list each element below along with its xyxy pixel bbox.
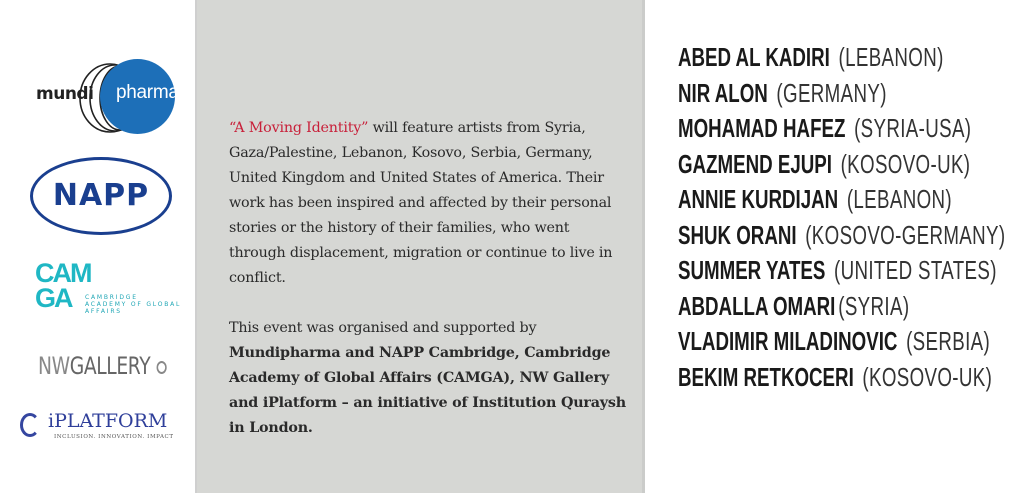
nwgallery-logo	[38, 352, 167, 380]
camga-logo	[35, 258, 185, 323]
artist-country: (KOSOVO-UK)	[840, 148, 971, 179]
artist-item	[678, 360, 993, 396]
mundipharma-logo	[30, 58, 180, 138]
circle-icon	[156, 361, 166, 374]
artist-country: (KOSOVO-UK)	[862, 361, 993, 392]
artist-name: VLADIMIR MILADINOVIC	[678, 326, 898, 356]
artist-name: ABDALLA OMARI	[678, 290, 836, 321]
camga-monogram-line2: GA	[35, 283, 72, 313]
artist-country: (KOSOVO-GERMANY)	[805, 219, 1006, 250]
iplatform-name: iPLATFORM	[48, 410, 168, 432]
camga-line1: CAMBRIDGE	[85, 294, 138, 301]
exhibition-title: “A Moving Identity”	[229, 120, 369, 137]
nwgallery-part2: GALLERY	[69, 352, 151, 380]
nwgallery-part1: NW	[38, 352, 70, 380]
artist-country: (LEBANON)	[838, 42, 944, 72]
artist-name: BEKIM RETKOCERI	[678, 361, 854, 392]
napp-label: NAPP	[52, 178, 150, 213]
artist-country: (SERBIA)	[906, 326, 991, 356]
mundipharma-part2: pharma	[116, 82, 179, 103]
iplatform-tagline: INCLUSION. INNOVATION. IMPACT	[54, 434, 174, 440]
artist-name: SHUK ORANI	[678, 219, 797, 250]
artist-item	[678, 289, 934, 325]
swirl-icon	[20, 413, 40, 437]
artist-list	[678, 40, 1033, 395]
camga-line2: ACADEMY OF GLOBAL	[85, 301, 182, 308]
artist-item	[678, 324, 991, 360]
paragraph-1-text: will feature artists from Syria, Gaza/Palestine, Lebanon, Kosovo, Serbia, Germany, United Kingdom and United States of America. Their work has been inspired and affected by their personal stories or the history of their families, who went through displacement, migration or continue to live in conflict.	[229, 120, 613, 287]
description-panel	[195, 0, 645, 493]
sponsor-logos	[0, 0, 195, 493]
artist-name: ANNIE KURDIJAN	[678, 184, 839, 214]
artist-item	[678, 253, 997, 289]
mundipharma-part1: mundi	[36, 84, 94, 104]
artist-name: ABED AL KADIRI	[678, 42, 830, 72]
iplatform-logo	[20, 410, 180, 445]
paragraph-2-intro: This event was organised and supported by	[229, 320, 537, 337]
artist-item	[678, 147, 971, 183]
paragraph-2-sponsors: Mundipharma and NAPP Cambridge, Cambridge Academy of Global Affairs (CAMGA), NW Gallery and iPlatform – an initiative of Institution Quraysh in London.	[229, 345, 626, 437]
artist-name: MOHAMAD HAFEZ	[678, 113, 846, 143]
artist-country: (SYRIA-USA)	[854, 113, 972, 143]
artist-country: (UNITED STATES)	[834, 255, 997, 285]
artist-item	[678, 111, 972, 147]
artist-name: SUMMER YATES	[678, 255, 826, 285]
artist-country: (GERMANY)	[776, 77, 887, 108]
artist-item	[678, 76, 934, 112]
camga-monogram	[35, 258, 91, 313]
artist-name: NIR ALON	[678, 77, 768, 108]
camga-wordmark	[85, 294, 181, 315]
artist-country: (LEBANON)	[846, 184, 952, 214]
artist-country: (SYRIA)	[838, 290, 910, 321]
napp-logo	[30, 157, 172, 235]
artist-item	[678, 218, 1006, 254]
artist-item	[678, 182, 952, 218]
description-paragraph-2	[229, 316, 629, 441]
description-paragraph-1	[229, 116, 629, 291]
artist-item	[678, 40, 944, 76]
camga-monogram-line1: CAM	[35, 258, 91, 288]
camga-line3: AFFAIRS	[85, 308, 122, 315]
artist-name: GAZMEND EJUPI	[678, 148, 832, 179]
